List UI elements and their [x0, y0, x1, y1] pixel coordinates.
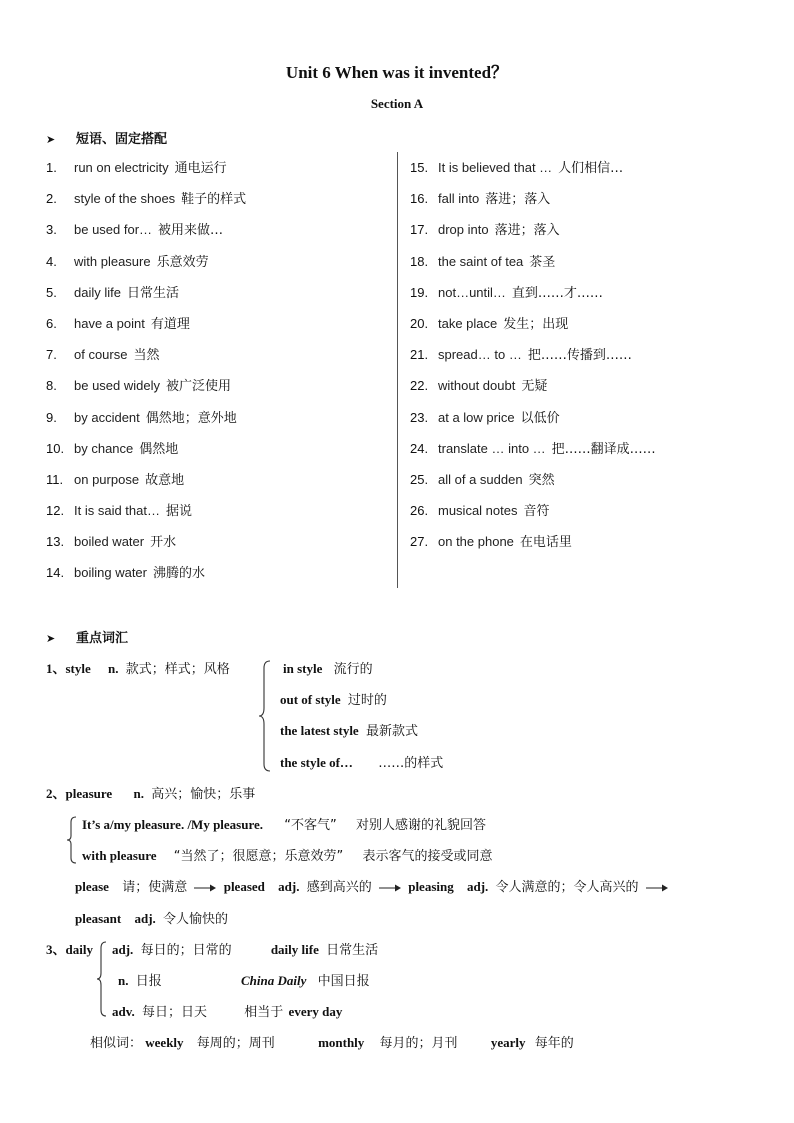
- daily-noun-line: [118, 970, 370, 989]
- meaning: 每日；日天: [142, 1005, 208, 1020]
- phrase-item: [410, 183, 656, 214]
- phrase-en: drop into: [438, 222, 489, 238]
- similar-word: weekly: [145, 1035, 184, 1050]
- item-zh: 对别人感谢的礼貌回答: [356, 818, 487, 833]
- phrase-en: on the phone: [438, 534, 514, 550]
- phrase-item: [410, 433, 656, 464]
- phrase-zh: 被广泛使用: [166, 379, 232, 395]
- phrase-number: 17.: [410, 222, 429, 238]
- phrase-number: 12.: [46, 503, 65, 519]
- phrase-number: 9.: [46, 409, 57, 425]
- item-en: the style of…: [280, 755, 353, 770]
- phrase-en: daily life: [74, 284, 121, 300]
- equivalent-en: every day: [288, 1004, 343, 1019]
- phrase-zh: 故意地: [145, 472, 185, 488]
- equivalent-label: 相当于: [244, 1005, 284, 1020]
- phrase-zh: 偶然地；意外地: [145, 410, 237, 426]
- phrase-zh: 日常生活: [326, 943, 379, 958]
- phrase-item: [46, 246, 246, 277]
- phrase-en: of course: [74, 347, 128, 363]
- phrase-en: fall into: [438, 191, 480, 207]
- meaning: 款式；样式；风格: [125, 662, 230, 677]
- phrase-item: [46, 214, 246, 245]
- style-item-3: [280, 720, 418, 739]
- phrase-number: 16.: [410, 191, 429, 207]
- phrase-zh: 偶然地: [139, 441, 179, 457]
- vocab-style-line: [46, 658, 230, 677]
- arrow-right-icon: [646, 884, 668, 892]
- brace-icon: [66, 816, 78, 864]
- phrase-zh: 通电运行: [174, 161, 227, 176]
- word-zh: 感到高兴的: [306, 880, 372, 895]
- vocab-heading-text: 重点词汇: [76, 631, 129, 646]
- phrase-en: translate … into …: [438, 440, 546, 456]
- phrase-number: 18.: [410, 253, 429, 269]
- item-zh: 流行的: [333, 662, 373, 677]
- phrase-en: daily life: [270, 942, 319, 957]
- phrase-zh: 落进；落入: [494, 223, 560, 239]
- similar-word: yearly: [490, 1035, 526, 1050]
- pleasure-pleasant-line: [75, 908, 228, 927]
- phrase-item: [46, 183, 246, 214]
- phrase-en: by chance: [74, 440, 134, 456]
- phrase-en: the saint of tea: [438, 253, 524, 269]
- phrase-zh: 被用来做…: [158, 223, 224, 239]
- item-quote: “当然了；很愿意；乐意效劳”: [173, 849, 344, 864]
- phrase-item: [410, 277, 656, 308]
- item-en: out of style: [280, 692, 341, 707]
- phrase-item: [410, 402, 656, 433]
- similar-word: monthly: [318, 1035, 365, 1050]
- pleasure-item-2: [82, 845, 493, 864]
- vocab-word: 1、style: [46, 661, 91, 676]
- phrase-item: [46, 152, 246, 183]
- phrase-zh: 鞋子的样式: [181, 192, 247, 208]
- phrase-zh: 无疑: [521, 379, 548, 395]
- phrase-item: [46, 557, 246, 588]
- phrase-number: 5.: [46, 284, 57, 300]
- phrase-en: without doubt: [438, 378, 516, 394]
- phrase-number: 27.: [410, 534, 429, 550]
- similar-zh: 每年的: [534, 1036, 574, 1051]
- phrase-zh: 日常生活: [126, 285, 179, 301]
- phrase-en: not…until…: [438, 284, 506, 300]
- item-zh: 表示客气的接受或同意: [362, 849, 493, 864]
- item-zh: ……的样式: [378, 756, 444, 771]
- daily-similar-line: [90, 1032, 574, 1051]
- phrase-number: 10.: [46, 440, 65, 456]
- phrase-list-right: [410, 152, 656, 557]
- phrase-en: have a point: [74, 315, 145, 331]
- part-of-speech: n.: [133, 786, 144, 801]
- phrase-item: [410, 214, 656, 245]
- bullet-arrow-icon: ➤: [46, 632, 56, 645]
- column-divider: [397, 152, 398, 588]
- item-en: in style: [283, 661, 323, 676]
- phrase-en: take place: [438, 315, 498, 331]
- phrase-item: [46, 402, 246, 433]
- newspaper-zh: 中国日报: [317, 974, 370, 989]
- arrow-right-icon: [379, 884, 401, 892]
- daily-adv-line: [112, 1001, 342, 1020]
- phrase-zh: 突然: [528, 472, 555, 488]
- word-zh: 令人愉快的: [163, 912, 229, 927]
- phrase-zh: 沸腾的水: [153, 566, 206, 582]
- phrase-zh: 把……翻译成……: [551, 441, 656, 457]
- phrase-item: [410, 152, 656, 183]
- phrase-number: 11.: [46, 471, 64, 487]
- item-zh: 最新款式: [365, 724, 418, 739]
- similar-label: 相似词：: [90, 1036, 143, 1051]
- meaning: 高兴；愉快；乐事: [151, 787, 256, 802]
- phrase-zh: 茶圣: [529, 254, 556, 270]
- phrase-en: run on electricity: [74, 160, 169, 175]
- phrase-number: 26.: [410, 503, 429, 519]
- phrase-zh: 乐意效劳: [156, 254, 209, 270]
- style-item-4: [280, 752, 443, 771]
- brace-icon: [258, 660, 272, 772]
- word: pleasant: [75, 911, 122, 926]
- phrase-en: spread… to …: [438, 347, 522, 363]
- similar-zh: 每月的；月刊: [379, 1036, 458, 1051]
- vocab-word: 3、daily: [46, 942, 93, 957]
- phrase-zh: 开水: [150, 535, 177, 551]
- phrase-en: It is believed that …: [438, 160, 553, 175]
- phrase-item: [46, 370, 246, 401]
- phrase-number: 22.: [410, 378, 429, 394]
- phrase-en: boiled water: [74, 534, 145, 550]
- style-item-2: [280, 689, 387, 708]
- phrase-item: [46, 526, 246, 557]
- item-zh: 过时的: [347, 693, 387, 708]
- pleasure-item-1: [82, 814, 486, 833]
- brace-icon: [96, 941, 108, 1017]
- phrase-number: 20.: [410, 315, 429, 331]
- phrase-number: 25.: [410, 471, 429, 487]
- phrase-en: on purpose: [74, 471, 140, 487]
- item-en: It’s a/my pleasure. /My pleasure.: [82, 817, 264, 832]
- phrase-number: 24.: [410, 440, 429, 456]
- part-of-speech: adj.: [278, 879, 300, 894]
- newspaper-en: China Daily: [241, 973, 307, 988]
- phrase-item: [46, 339, 246, 370]
- arrow-right-icon: [194, 884, 216, 892]
- phrase-number: 21.: [410, 347, 429, 363]
- phrase-en: be used widely: [74, 378, 160, 394]
- phrase-list-left: [46, 152, 246, 589]
- phrase-number: 7.: [46, 347, 57, 363]
- phrase-zh: 当然: [133, 348, 160, 364]
- part-of-speech: adj.: [466, 879, 489, 894]
- phrase-item: [410, 464, 656, 495]
- phrase-number: 23.: [410, 409, 429, 425]
- word: pleased: [223, 879, 265, 894]
- part-of-speech: adj.: [112, 942, 134, 957]
- phrase-zh: 以低价: [520, 410, 560, 426]
- phrase-zh: 发生；出现: [503, 316, 569, 332]
- phrase-zh: 据说: [165, 504, 192, 520]
- word-zh: 令人满意的；令人高兴的: [495, 880, 639, 895]
- phrase-zh: 落进；落入: [485, 192, 551, 208]
- section-title: Section A: [370, 96, 424, 111]
- phrase-number: 6.: [46, 315, 57, 331]
- phrases-heading: [46, 128, 167, 147]
- phrase-number: 3.: [46, 222, 57, 238]
- phrase-en: be used for…: [74, 222, 153, 238]
- phrase-en: style of the shoes: [74, 191, 176, 207]
- phrase-zh: 把……传播到……: [527, 348, 632, 364]
- part-of-speech: adv.: [112, 1004, 135, 1019]
- word: please: [75, 879, 109, 894]
- phrase-number: 4.: [46, 253, 57, 269]
- meaning: 日报: [135, 974, 162, 989]
- similar-zh: 每周的；周刊: [196, 1036, 275, 1051]
- phrase-en: at a low price: [438, 409, 515, 425]
- phrase-item: [410, 246, 656, 277]
- phrase-item: [46, 277, 246, 308]
- word-zh: 请；使满意: [122, 880, 188, 895]
- item-en: with pleasure: [82, 848, 157, 863]
- part-of-speech: adj.: [134, 911, 156, 926]
- pleasure-chain-line: [75, 876, 672, 895]
- phrase-item: [410, 495, 656, 526]
- phrase-item: [46, 464, 246, 495]
- phrase-item: [46, 495, 246, 526]
- phrase-item: [410, 370, 656, 401]
- phrase-number: 1.: [46, 160, 57, 175]
- phrase-en: musical notes: [438, 503, 518, 519]
- phrase-number: 13.: [46, 534, 65, 550]
- item-en: the latest style: [280, 723, 359, 738]
- phrase-en: It is said that…: [74, 503, 160, 519]
- phrase-item: [410, 339, 656, 370]
- phrases-heading-text: 短语、固定搭配: [76, 132, 168, 147]
- phrase-item: [410, 526, 656, 557]
- phrase-item: [46, 308, 246, 339]
- daily-adj-line: [112, 939, 378, 958]
- phrase-number: 15.: [410, 160, 429, 175]
- style-item-1: [283, 658, 373, 677]
- phrase-number: 8.: [46, 378, 57, 394]
- vocab-daily-line: [46, 939, 93, 958]
- phrase-item: [410, 308, 656, 339]
- phrase-number: 14.: [46, 565, 65, 581]
- meaning: 每日的；日常的: [140, 943, 232, 958]
- item-quote: “不客气”: [284, 818, 337, 833]
- phrase-zh: 直到……才……: [511, 285, 603, 301]
- phrase-zh: 人们相信…: [558, 161, 624, 176]
- phrase-zh: 有道理: [150, 316, 190, 332]
- phrase-number: 19.: [410, 284, 429, 300]
- phrase-en: all of a sudden: [438, 471, 523, 487]
- phrase-zh: 在电话里: [519, 535, 572, 551]
- vocab-word: 2、pleasure: [46, 786, 113, 801]
- phrase-en: boiling water: [74, 565, 147, 581]
- phrase-number: 2.: [46, 191, 57, 207]
- phrase-en: by accident: [74, 409, 140, 425]
- phrase-zh: 音符: [523, 504, 550, 520]
- word: pleasing: [408, 879, 454, 894]
- part-of-speech: n.: [118, 973, 129, 988]
- bullet-arrow-icon: ➤: [46, 133, 56, 146]
- phrase-item: [46, 433, 246, 464]
- vocab-pleasure-line: [46, 783, 255, 802]
- vocab-heading: [46, 627, 128, 646]
- page-title: Unit 6 When was it invented？: [285, 63, 509, 82]
- phrase-en: with pleasure: [74, 253, 151, 269]
- part-of-speech: n.: [108, 661, 119, 676]
